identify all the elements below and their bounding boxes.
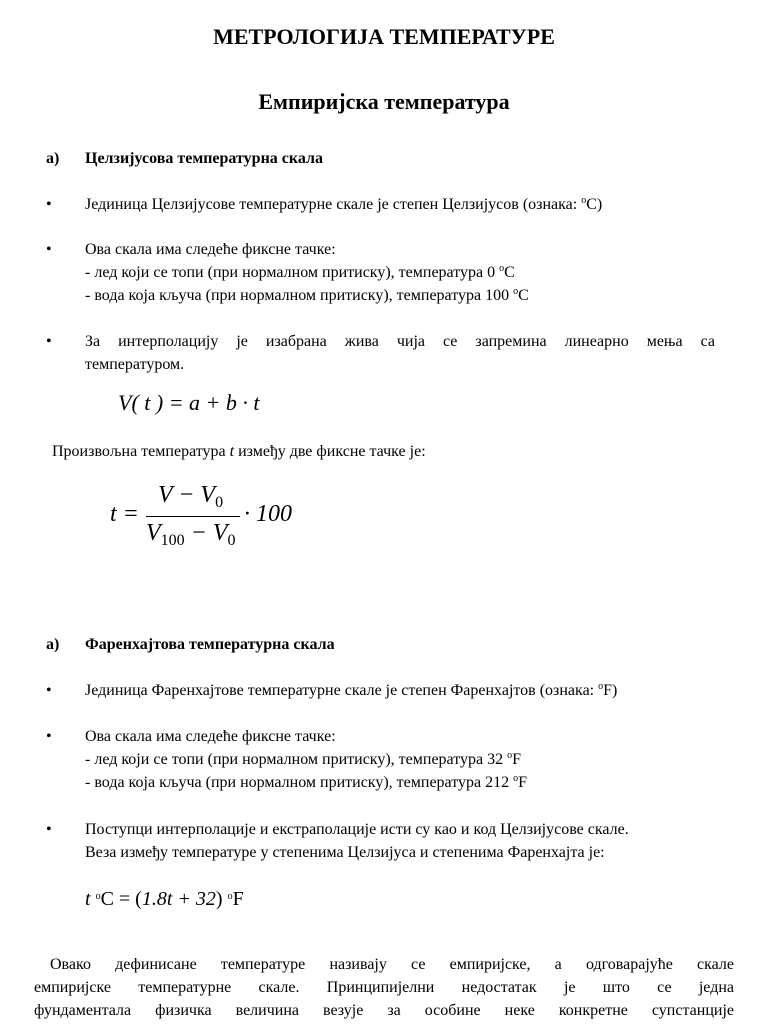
- celsius-interp-text-2: температуром.: [85, 356, 185, 373]
- bullet: •: [46, 682, 52, 699]
- fahrenheit-heading: Фаренхајтова температурна скала: [85, 636, 335, 653]
- celsius-marker: a): [46, 150, 60, 167]
- bullet: •: [46, 728, 52, 745]
- bullet: •: [46, 196, 52, 213]
- fraction-numerator: $V - V_0$: [158, 482, 224, 511]
- closing-line-2: емпиријске температурне скале. Принципијелни недостатак је што се једна: [34, 979, 734, 996]
- fraction-bar: [146, 516, 240, 517]
- fahrenheit-fixed-points-intro: Ова скала има следеће фиксне тачке:: [85, 728, 336, 745]
- celsius-heading: Целзијусова температурна скала: [85, 150, 323, 167]
- closing-line-3: фундаментала физичка величина везује за особине неке конкретне супстанције: [34, 1002, 734, 1019]
- page-title: МЕТРОЛОГИЈА ТЕМПЕРАТУРЕ: [213, 24, 555, 49]
- fraction-factor: · 100: [244, 501, 292, 527]
- fahrenheit-fixed-point-ice: - лед који се топи (при нормалном притиску), температура 32 $^o$F: [85, 750, 522, 768]
- fraction-denominator: $V_{100} - V_0$: [146, 520, 236, 549]
- bullet: •: [46, 241, 52, 258]
- celsius-fraction-formula: [110, 482, 310, 552]
- linear-formula: V( t ) = a + b · t: [118, 390, 260, 415]
- bullet: •: [46, 333, 52, 350]
- fahrenheit-unit-line: Јединица Фаренхајтове температурне скале је степен Фаренхајтов (ознака: $^o$F): [85, 681, 618, 699]
- celsius-fixed-point-water: - вода која кључа (при нормалном притиску), температура 100 $^o$C: [85, 286, 529, 304]
- closing-line-1: Овако дефинисане температуре називају се емпиријске, а одговарајуће скале: [50, 956, 734, 973]
- fahrenheit-fixed-point-water: - вода која кључа (при нормалном притиску), температура 212 $^o$F: [85, 773, 528, 791]
- fahrenheit-marker: a): [46, 636, 60, 653]
- fraction-lhs: t =: [110, 501, 139, 527]
- celsius-unit-line: Јединица Целзијусове температурне скале је степен Целзијусов (ознака: $^o$C): [85, 195, 603, 213]
- celsius-fixed-points-intro: Ова скала има следеће фиксне тачке:: [85, 241, 336, 258]
- bullet: •: [46, 821, 52, 838]
- arbitrary-temp-text: Произвољна температура t између две фиксне тачке је:: [52, 443, 426, 460]
- celsius-interp-text-1: За интерполацију је изабрана жива чија се запремина линеарно мења са: [85, 333, 715, 350]
- section-title: Емпиријска температура: [258, 89, 510, 114]
- celsius-fixed-point-ice: - лед који се топи (при нормалном притиску), температура 0 $^o$C: [85, 263, 515, 281]
- fahrenheit-interp-text-2: Веза између температуре у степенима Целзијуса и степенима Фаренхајта је:: [85, 844, 605, 861]
- fahrenheit-interp-text-1: Поступци интерполације и екстраполације исти су као и код Целзијусове скале.: [85, 821, 629, 838]
- conversion-formula: t $^o$C = (1.8t + 32) $^o$F: [85, 888, 244, 910]
